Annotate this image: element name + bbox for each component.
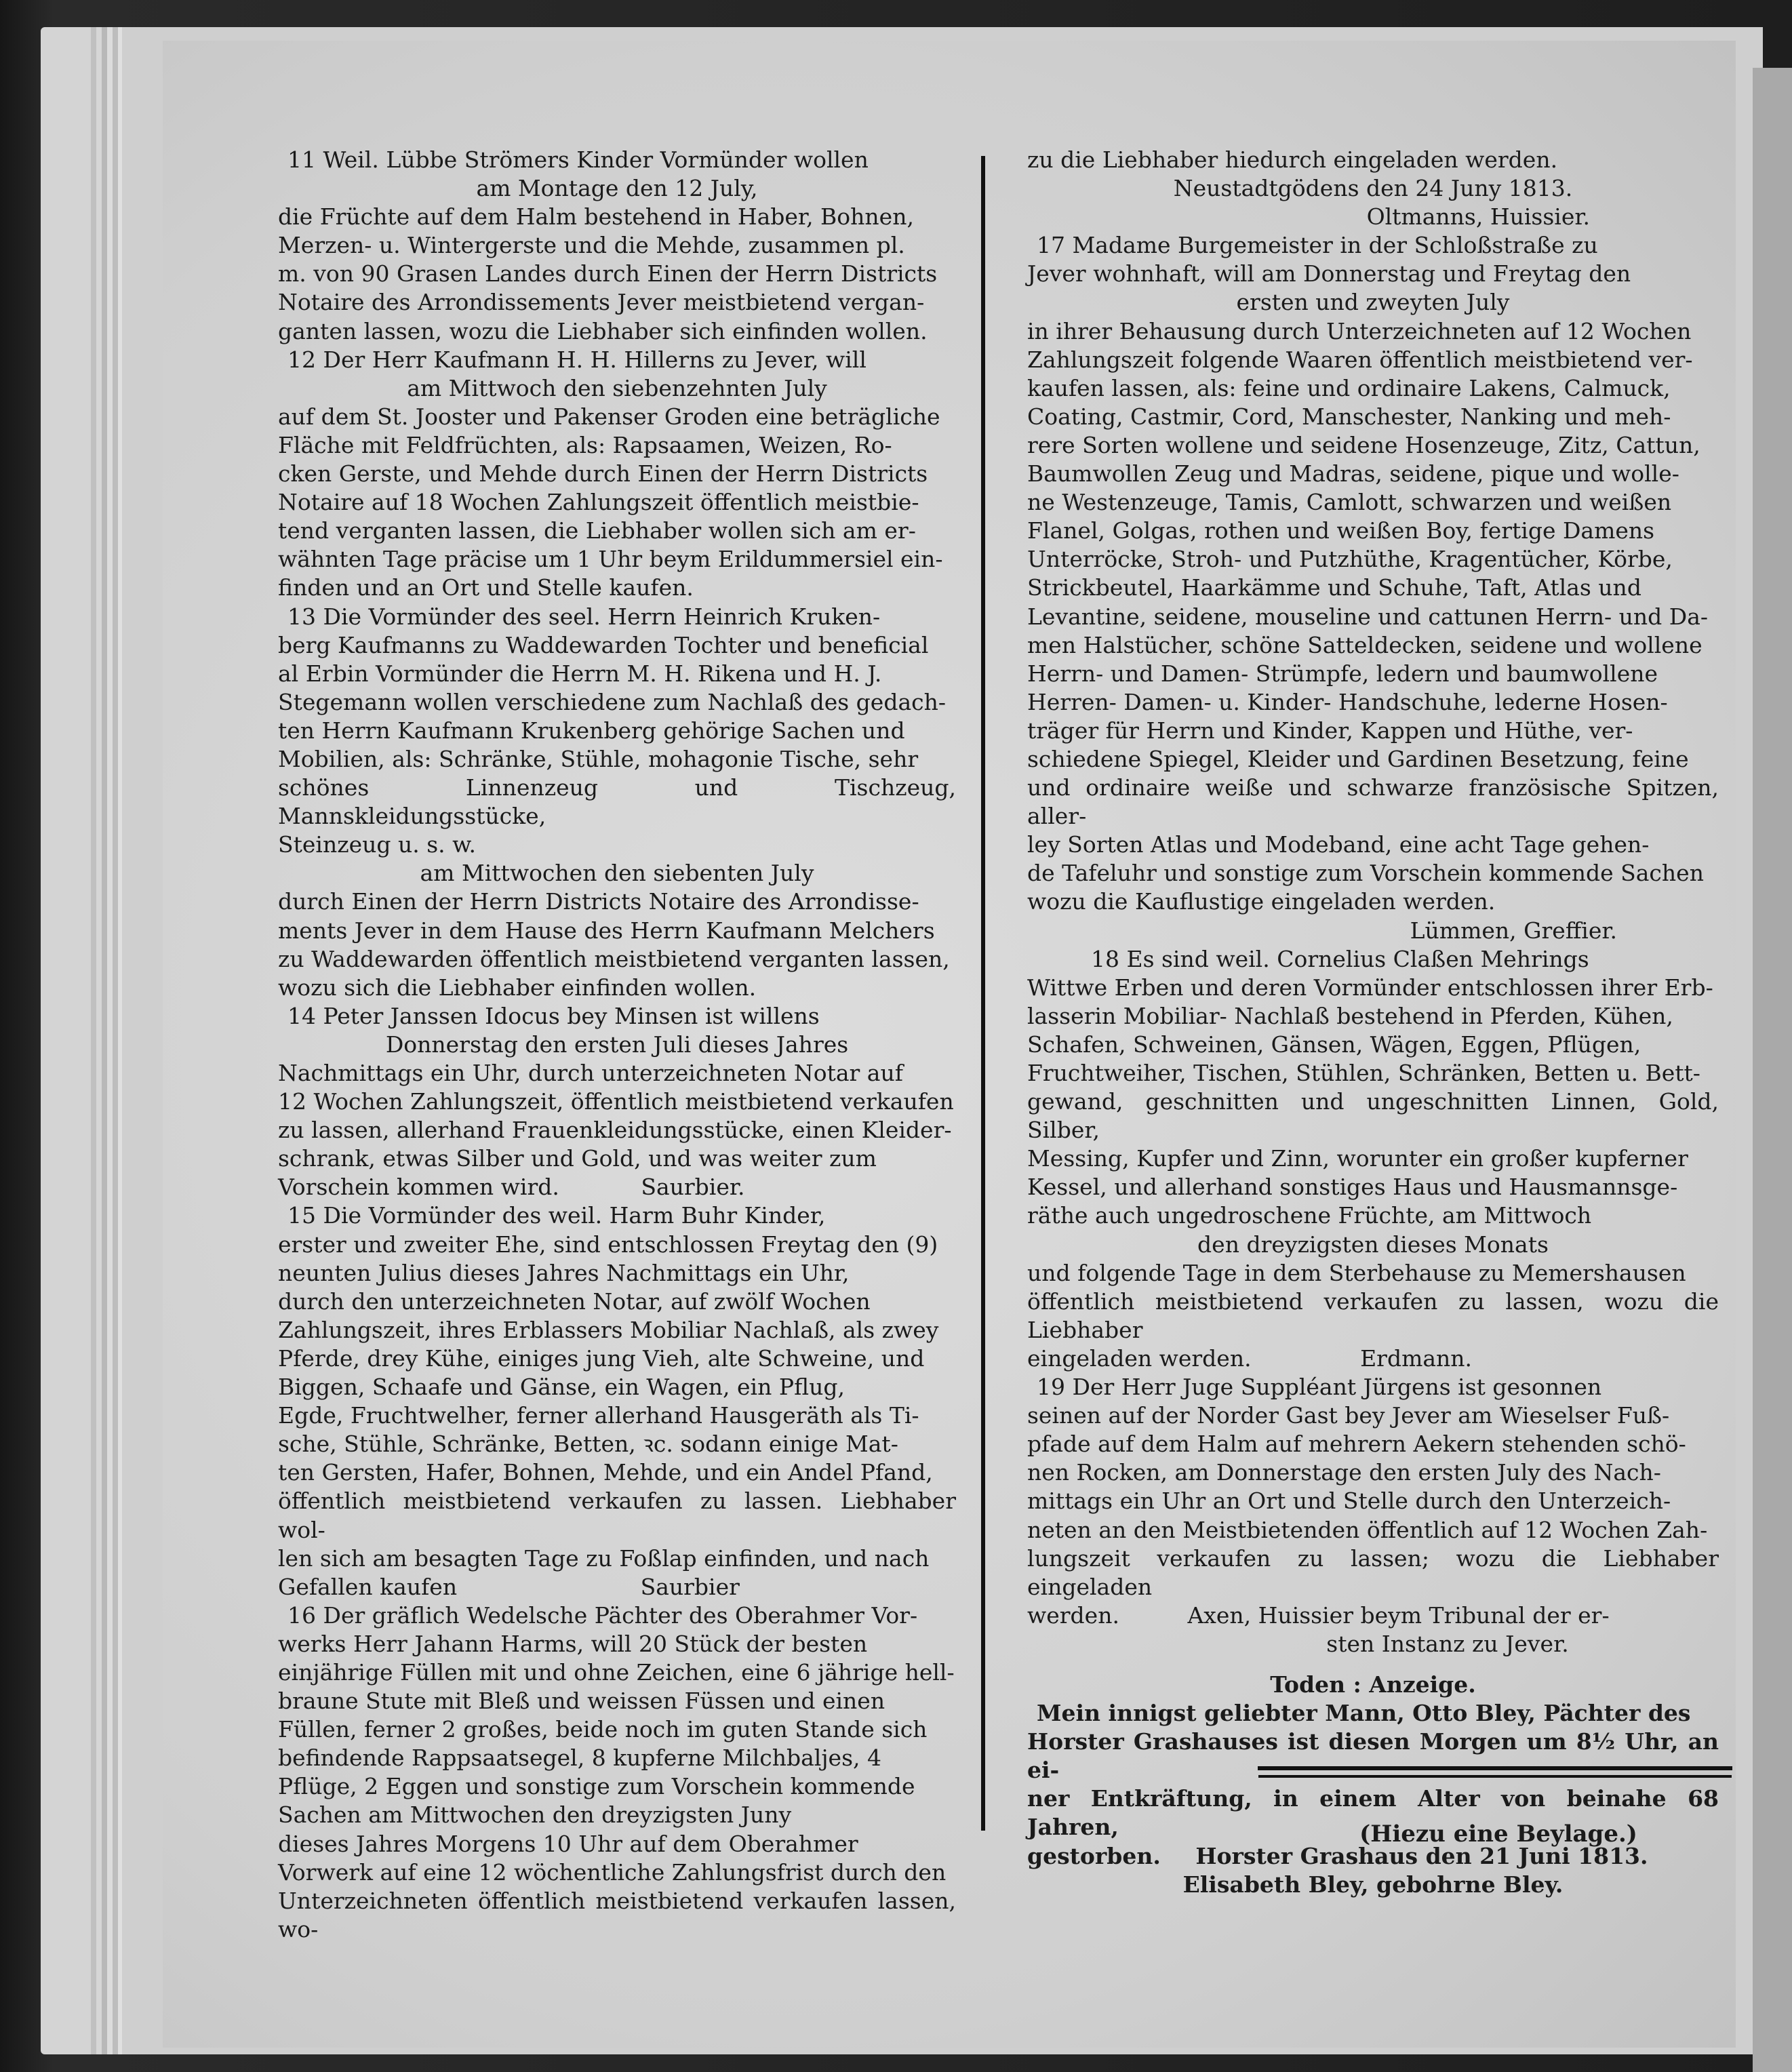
notice-line: am Mittwochen den siebenten July [420, 860, 814, 887]
notice-line-text: werden. [1027, 1601, 1119, 1629]
notice-line: Kessel, und allerhand sonstiges Haus und Hausmannsge- [1027, 1174, 1678, 1201]
notary-signature: Saurbier. [641, 1174, 745, 1201]
notice-line: 12 Wochen Zahlungszeit, öffentlich meistbietend verkaufen [278, 1088, 954, 1115]
notice-line: seinen auf der Norder Gast bey Jever am Wieselser Fuß- [1027, 1402, 1670, 1429]
notice-line: gewand, geschnitten und ungeschnitten Linnen, Gold, Silber, [1027, 1088, 1719, 1144]
facing-page-strip [1753, 68, 1792, 2072]
notice-line: wozu die Kauflustige eingeladen werden. [1027, 888, 1496, 915]
notice-line: Vorwerk auf eine 12 wöchentliche Zahlungsfrist durch den [278, 1858, 947, 1886]
notice-line: rere Sorten wollene und seidene Hosenzeuge, Zitz, Cattun, [1027, 431, 1700, 458]
notice-line: ne Westenzeuge, Tamis, Camlott, schwarzen und weißen [1027, 489, 1672, 516]
notice-line: 15 Die Vormünder des weil. Harm Buhr Kinder, [287, 1202, 826, 1229]
notice-line: Unterzeichneten öffentlich meistbietend verkaufen lassen, wo- [278, 1887, 956, 1942]
notice-line: dieses Jahres Morgens 10 Uhr auf dem Oberahmer [278, 1830, 858, 1857]
notice-place-date: Horster Grashaus den 21 Juni 1813. [1195, 1842, 1648, 1869]
death-notice-signature: Elisabeth Bley, gebohrne Bley. [1182, 1871, 1564, 1898]
notice-line-text: Vorschein kommen wird. [278, 1174, 559, 1201]
notice-18 [1027, 945, 1719, 1373]
notice-line: Baumwollen Zeug und Madras, seidene, pique und wolle- [1027, 460, 1679, 487]
notice-12 [278, 346, 956, 603]
notary-signature: Saurbier [640, 1573, 740, 1600]
notice-line: Zahlungszeit folgende Waaren öffentlich meistbietend ver- [1027, 346, 1693, 373]
notice-line: in ihrer Behausung durch Unterzeichneten auf 12 Wochen [1027, 317, 1692, 344]
notice-line: einjährige Füllen mit und ohne Zeichen, eine 6 jährige hell- [278, 1658, 955, 1686]
notice-line: werks Herr Jahann Harms, will 20 Stück der besten [278, 1630, 868, 1657]
notice-place-date: Neustadtgödens den 24 Juny 1813. [1173, 175, 1573, 202]
notice-line: und ordinaire weiße und schwarze französische Spitzen, aller- [1027, 774, 1719, 830]
notice-line: schiedene Spiegel, Kleider und Gardinen Besetzung, feine [1027, 745, 1689, 772]
notice-line: berg Kaufmanns zu Waddewarden Tochter und beneficial [278, 631, 929, 658]
notice-line: schrank, etwas Silber und Gold, und was weiter zum [278, 1145, 877, 1172]
notice-line: finden und an Ort und Stelle kaufen. [278, 574, 694, 601]
notice-line: öffentlich meistbietend verkaufen zu lassen, wozu die Liebhaber [1027, 1288, 1719, 1343]
notice-line: pfade auf dem Halm auf mehrern Aekern stehenden schö- [1027, 1431, 1686, 1458]
notice-line: men Halstücher, schöne Satteldecken, seidene und wollene [1027, 631, 1703, 658]
notice-line: neunten Julius dieses Jahres Nachmittags ein Uhr, [278, 1259, 850, 1286]
notice-16-end [1027, 146, 1719, 231]
notice-line: Wittwe Erben und deren Vormünder entschlossen ihrer Erb- [1027, 974, 1713, 1001]
notary-signature: Erdmann. [1360, 1344, 1473, 1372]
notice-line: zu die Liebhaber hiedurch eingeladen werden. [1027, 146, 1558, 173]
notice-11 [278, 146, 956, 346]
notice-line: 13 Die Vormünder des seel. Herrn Heinrich Kruken- [287, 603, 881, 630]
notice-line: Coating, Castmir, Cord, Manschester, Nanking und meh- [1027, 403, 1671, 430]
notary-signature: Axen, Huissier beym Tribunal der er- [1187, 1601, 1610, 1629]
notice-line: 11 Weil. Lübbe Strömers Kinder Vormünder wollen [287, 146, 869, 173]
notice-line-text: Gefallen kaufen [278, 1573, 458, 1600]
notice-line: len sich am besagten Tage zu Foßlap einfinden, und nach [278, 1545, 930, 1572]
notice-line: durch den unterzeichneten Notar, auf zwölf Wochen [278, 1288, 871, 1315]
notice-line: am Mittwoch den siebenzehnten July [407, 374, 827, 401]
notice-line: befindende Rappsaatsegel, 8 kupferne Milchbaljes, 4 [278, 1745, 882, 1772]
death-notice [1027, 1671, 1719, 1899]
notice-line: Notaire auf 18 Wochen Zahlungszeit öffentlich meistbie- [278, 489, 919, 516]
death-notice-heading: Toden : Anzeige. [1270, 1671, 1476, 1698]
notice-line: Flanel, Golgas, rothen und weißen Boy, fertige Damens [1027, 517, 1655, 544]
notice-line: Stegemann wollen verschiedene zum Nachlaß des gedach- [278, 688, 947, 715]
notice-line: am Montage den 12 July, [476, 175, 758, 202]
notice-line: lasserin Mobiliar- Nachlaß bestehend in Pferden, Kühen, [1027, 1002, 1673, 1029]
notice-line: ley Sorten Atlas und Modeband, eine acht Tage gehen- [1027, 831, 1650, 858]
notice-line: 18 Es sind weil. Cornelius Claßen Mehrings [1091, 945, 1589, 972]
notice-line: tend verganten lassen, die Liebhaber wollen sich am er- [278, 517, 916, 544]
notice-line: mittags ein Uhr an Ort und Stelle durch den Unterzeich- [1027, 1488, 1671, 1515]
notice-line: und folgende Tage in dem Sterbehause zu Memershausen [1027, 1259, 1686, 1286]
notice-line: wozu sich die Liebhaber einfinden wollen. [278, 974, 757, 1001]
notice-line: Egde, Fruchtwelher, ferner allerhand Hausgeräth als Ti- [278, 1402, 919, 1429]
notice-line: Herrn- und Damen- Strümpfe, ledern und baumwollene [1027, 660, 1658, 687]
notary-signature-cont: sten Instanz zu Jever. [1326, 1630, 1569, 1657]
notice-line: ner Entkräftung, in einem Alter von beinahe 68 Jahren, [1027, 1785, 1719, 1841]
notice-line: Schafen, Schweinen, Gänsen, Wägen, Eggen, Pflügen, [1027, 1031, 1641, 1058]
notice-line: räthe auch ungedroschene Früchte, am Mittwoch [1027, 1202, 1592, 1229]
notice-line: ten Herrn Kaufmann Krukenberg gehörige Sachen und [278, 717, 905, 744]
notice-line: nen Rocken, am Donnerstage den ersten July des Nach- [1027, 1459, 1661, 1486]
supplement-note: (Hiezu eine Beylage.) [1359, 1820, 1637, 1848]
notice-line: Zahlungszeit, ihres Erblassers Mobiliar Nachlaß, als zwey [278, 1316, 939, 1343]
notice-line: Fläche mit Feldfrüchten, als: Rapsaamen, Weizen, Ro- [278, 431, 892, 458]
notice-line: zu Waddewarden öffentlich meistbietend verganten lassen, [278, 945, 950, 972]
notary-signature: Oltmanns, Huissier. [1366, 203, 1590, 231]
notice-line: lungszeit verkaufen zu lassen; wozu die Liebhaber eingeladen [1027, 1545, 1719, 1600]
notice-line: Merzen- u. Wintergerste und die Mehde, zusammen pl. [278, 232, 905, 259]
notice-line: Jever wohnhaft, will am Donnerstag und Freytag den [1027, 260, 1631, 287]
notice-line: Unterröcke, Stroh- und Putzhüthe, Kragentücher, Körbe, [1027, 546, 1673, 573]
notice-14 [278, 1002, 956, 1202]
notice-line: den dreyzigsten dieses Monats [1197, 1231, 1549, 1258]
notice-line: öffentlich meistbietend verkaufen zu lassen. Liebhaber wol- [278, 1488, 956, 1543]
notice-line: cken Gerste, und Mehde durch Einen der Herrn Districts [278, 460, 928, 487]
notice-line: Mobilien, als: Schränke, Stühle, mohagonie Tische, sehr [278, 745, 919, 772]
notice-line: träger für Herrn und Kinder, Kappen und Hüthe, ver- [1027, 717, 1633, 744]
notice-line: Messing, Kupfer und Zinn, worunter ein großer kupferner [1027, 1145, 1688, 1172]
notice-line: wähnten Tage präcise um 1 Uhr beym Erildummersiel ein- [278, 546, 943, 573]
notice-line: 12 Der Herr Kaufmann H. H. Hillerns zu Jever, will [287, 346, 867, 373]
notice-line: Nachmittags ein Uhr, durch unterzeichneten Notar auf [278, 1060, 903, 1086]
notice-line: ten Gersten, Hafer, Bohnen, Mehde, und ein Andel Pfand, [278, 1459, 933, 1486]
notice-line: 19 Der Herr Juge Suppléant Jürgens ist gesonnen [1037, 1374, 1602, 1401]
notice-line [1027, 1601, 1719, 1630]
notice-line: die Früchte auf dem Halm bestehend in Haber, Bohnen, [278, 203, 914, 231]
right-column [1027, 146, 1719, 1899]
notice-line: Herren- Damen- u. Kinder- Handschuhe, lederne Hosen- [1027, 688, 1668, 715]
notice-line: ganten lassen, wozu die Liebhaber sich einfinden wollen. [278, 317, 928, 344]
notice-line: neten an den Meistbietenden öffentlich auf 12 Wochen Zah- [1027, 1516, 1708, 1543]
notice-line: braune Stute mit Bleß und weissen Füssen und einen [278, 1688, 885, 1715]
notice-13 [278, 603, 956, 1002]
left-column [278, 146, 956, 1944]
notary-signature: Lümmen, Greffier. [1410, 917, 1617, 944]
notice-line: auf dem St. Jooster und Pakenser Groden eine beträgliche [278, 403, 940, 430]
notice-line: Horster Grashauses ist diesen Morgen um 8½ Uhr, an ei- [1027, 1728, 1719, 1784]
notice-line: Sachen am Mittwochen den dreyzigsten Juny [278, 1801, 792, 1829]
notice-line: zu lassen, allerhand Frauenkleidungsstücke, einen Kleider- [278, 1117, 952, 1144]
notice-line: Fruchtweiher, Tischen, Stühlen, Schränken, Betten u. Bett- [1027, 1060, 1700, 1086]
notice-line: Levantine, seidene, mouseline und cattunen Herrn- und Da- [1027, 603, 1709, 630]
notice-line: sche, Stühle, Schränke, Betten, ꝛc. sodann einige Mat- [278, 1431, 898, 1458]
notice-line: 14 Peter Janssen Idocus bey Minsen ist willens [287, 1002, 820, 1029]
notice-line [1027, 1344, 1719, 1373]
notice-line: durch Einen der Herrn Districts Notaire des Arrondisse- [278, 888, 919, 915]
notice-line: Steinzeug u. s. w. [278, 831, 476, 858]
notice-line [278, 1173, 956, 1201]
notice-line: 16 Der gräflich Wedelsche Pächter des Oberahmer Vor- [287, 1601, 918, 1629]
notice-line: 17 Madame Burgemeister in der Schloßstraße zu [1037, 232, 1598, 259]
notice-19 [1027, 1373, 1719, 1658]
notice-line-text: eingeladen werden. [1027, 1344, 1252, 1372]
notice-line: al Erbin Vormünder die Herrn M. H. Rikena und H. J. [278, 660, 882, 687]
notice-line: Pferde, drey Kühe, einiges jung Vieh, alte Schweine, und [278, 1344, 925, 1372]
notice-line: Füllen, ferner 2 großes, beide noch im guten Stande sich [278, 1716, 928, 1743]
notice-line: m. von 90 Grasen Landes durch Einen der Herrn Districts [278, 260, 938, 287]
notice-17 [1027, 231, 1719, 944]
notice-line: Pflüge, 2 Eggen und sonstige zum Vorschein kommende [278, 1773, 915, 1800]
notice-line [278, 1573, 956, 1601]
notice-line: de Tafeluhr und sonstige zum Vorschein kommende Sachen [1027, 860, 1704, 887]
notice-16 [278, 1601, 956, 1944]
notice-line: erster und zweiter Ehe, sind entschlossen Freytag den (9) [278, 1231, 938, 1258]
notice-line: Biggen, Schaafe und Gänse, ein Wagen, ein Pflug, [278, 1374, 845, 1401]
notice-line: Mein innigst geliebter Mann, Otto Bley, Pächter des [1037, 1700, 1691, 1727]
notice-line: schönes Linnenzeug und Tischzeug, Mannskleidungsstücke, [278, 774, 956, 830]
column-divider [981, 156, 985, 1831]
notice-line: Notaire des Arrondissements Jever meistbietend vergan- [278, 289, 925, 316]
notice-line: kaufen lassen, als: feine und ordinaire Lakens, Calmuck, [1027, 374, 1671, 401]
notice-line: Strickbeutel, Haarkämme und Schuhe, Taft, Atlas und [1027, 574, 1641, 601]
notice-line: ments Jever in dem Hause des Herrn Kaufmann Melchers [278, 917, 935, 944]
notice-line: Donnerstag den ersten Juli dieses Jahres [385, 1031, 849, 1058]
notice-15 [278, 1201, 956, 1601]
notice-line: ersten und zweyten July [1236, 289, 1510, 316]
closing-double-rule [1258, 1766, 1732, 1770]
notice-line-text: gestorben. [1027, 1842, 1161, 1869]
